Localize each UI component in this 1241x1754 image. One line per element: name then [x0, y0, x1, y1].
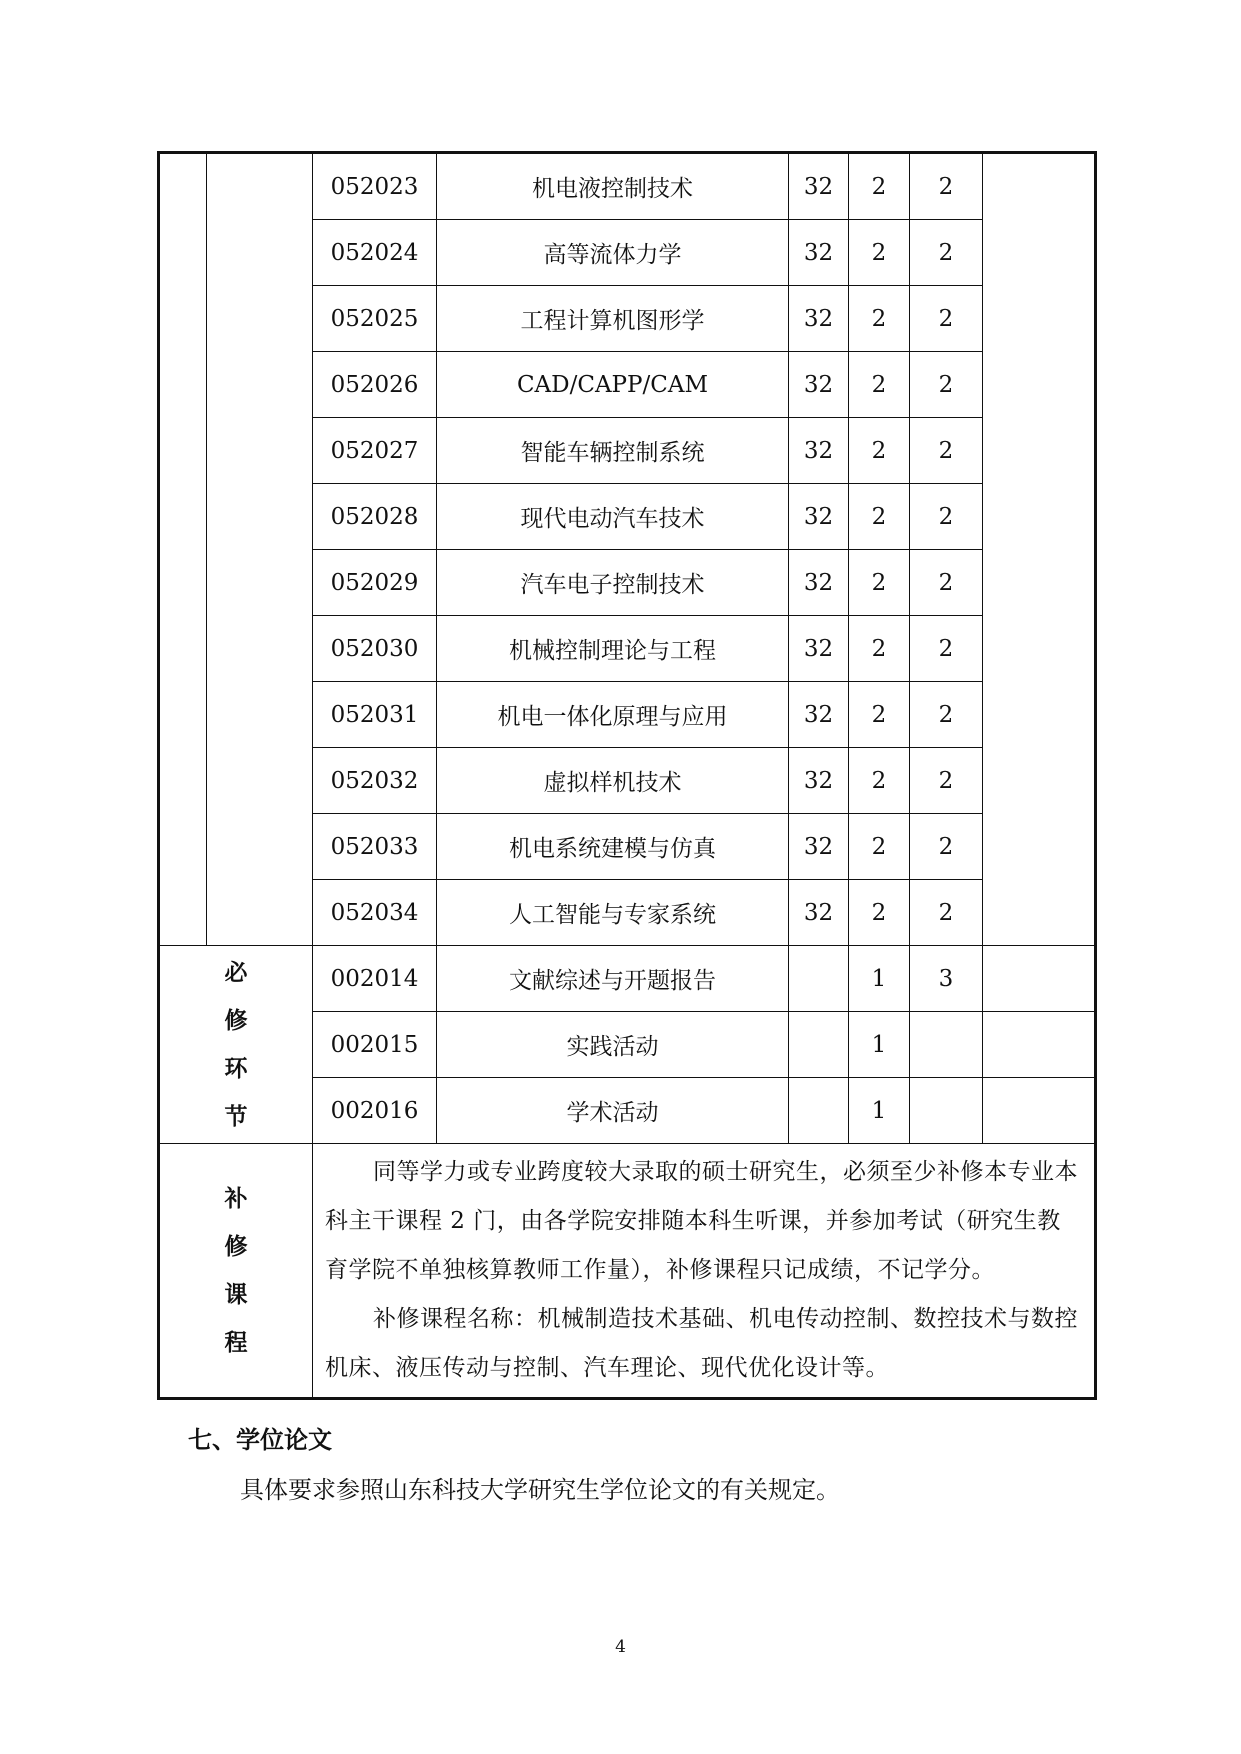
course-hours: 32 [789, 880, 849, 946]
supplementary-section-label [159, 1144, 313, 1399]
supplementary-section [159, 1144, 1096, 1399]
label-char: 必 [224, 959, 248, 986]
course-hours: 32 [789, 418, 849, 484]
course-code: 002014 [313, 946, 437, 1012]
required-section-rows [159, 946, 1096, 1144]
course-semester: 2 [910, 682, 983, 748]
course-semester: 2 [910, 616, 983, 682]
course-credits: 2 [849, 352, 910, 418]
course-name: 机械控制理论与工程 [437, 616, 789, 682]
course-hours: 32 [789, 220, 849, 286]
course-hours: 32 [789, 682, 849, 748]
course-code: 052027 [313, 418, 437, 484]
course-hours [789, 946, 849, 1012]
course-credits: 2 [849, 682, 910, 748]
course-code: 052023 [313, 153, 437, 220]
course-hours: 32 [789, 748, 849, 814]
course-credits: 2 [849, 550, 910, 616]
course-name: 学术活动 [437, 1078, 789, 1144]
course-hours: 32 [789, 153, 849, 220]
course-name: 虚拟样机技术 [437, 748, 789, 814]
label-char: 补 [224, 1185, 248, 1212]
curriculum-table [157, 151, 1097, 1400]
course-code: 052024 [313, 220, 437, 286]
course-credits: 2 [849, 616, 910, 682]
section-heading: 七、学位论文 [188, 1426, 332, 1454]
course-code: 052032 [313, 748, 437, 814]
course-semester: 2 [910, 880, 983, 946]
label-char: 环 [224, 1055, 248, 1082]
course-code: 052026 [313, 352, 437, 418]
category-cell-blank [159, 153, 207, 946]
remarks-cell [983, 153, 1096, 946]
supplementary-description [313, 1144, 1096, 1399]
course-credits: 2 [849, 418, 910, 484]
course-name: 智能车辆控制系统 [437, 418, 789, 484]
course-semester [910, 1078, 983, 1144]
course-semester [910, 1012, 983, 1078]
label-char: 课 [224, 1281, 248, 1308]
course-hours [789, 1012, 849, 1078]
course-name: CAD/CAPP/CAM [437, 352, 789, 418]
course-code: 052029 [313, 550, 437, 616]
course-hours: 32 [789, 616, 849, 682]
supplementary-paragraph-2: 补修课程名称：机械制造技术基础、机电传动控制、数控技术与数控机床、液压传动与控制、汽车理论、现代优化设计等。 [325, 1306, 1078, 1381]
course-credits: 1 [849, 1078, 910, 1144]
course-credits: 2 [849, 286, 910, 352]
course-name: 高等流体力学 [437, 220, 789, 286]
course-code: 052025 [313, 286, 437, 352]
label-char: 修 [224, 1007, 248, 1034]
course-name: 机电系统建模与仿真 [437, 814, 789, 880]
course-credits: 2 [849, 748, 910, 814]
label-char: 节 [224, 1103, 248, 1130]
course-credits: 1 [849, 1012, 910, 1078]
course-hours: 32 [789, 286, 849, 352]
required-section-label [159, 946, 313, 1144]
course-semester: 2 [910, 748, 983, 814]
course-code: 052030 [313, 616, 437, 682]
course-semester: 2 [910, 352, 983, 418]
course-hours: 32 [789, 352, 849, 418]
course-name: 机电一体化原理与应用 [437, 682, 789, 748]
course-credits: 2 [849, 814, 910, 880]
section-body: 具体要求参照山东科技大学研究生学位论文的有关规定。 [240, 1476, 840, 1504]
course-name: 人工智能与专家系统 [437, 880, 789, 946]
course-name: 机电液控制技术 [437, 153, 789, 220]
course-semester: 2 [910, 153, 983, 220]
course-credits: 2 [849, 880, 910, 946]
remarks-cell [983, 1012, 1096, 1078]
course-hours: 32 [789, 550, 849, 616]
subcategory-cell-blank [207, 153, 313, 946]
course-name: 现代电动汽车技术 [437, 484, 789, 550]
course-name: 文献综述与开题报告 [437, 946, 789, 1012]
course-code: 002015 [313, 1012, 437, 1078]
label-char: 程 [224, 1329, 248, 1356]
page-number: 4 [615, 1637, 626, 1657]
course-semester: 2 [910, 418, 983, 484]
table-row [159, 1144, 1096, 1399]
course-semester: 2 [910, 484, 983, 550]
elective-course-rows [159, 153, 1096, 946]
label-char: 修 [224, 1233, 248, 1260]
course-code: 052033 [313, 814, 437, 880]
course-hours: 32 [789, 814, 849, 880]
course-code: 052031 [313, 682, 437, 748]
course-name: 汽车电子控制技术 [437, 550, 789, 616]
course-hours [789, 1078, 849, 1144]
course-semester: 2 [910, 286, 983, 352]
table-row [159, 153, 1096, 220]
course-name: 工程计算机图形学 [437, 286, 789, 352]
course-credits: 1 [849, 946, 910, 1012]
course-semester: 3 [910, 946, 983, 1012]
course-code: 002016 [313, 1078, 437, 1144]
course-semester: 2 [910, 220, 983, 286]
table-row [159, 946, 1096, 1012]
remarks-cell [983, 1078, 1096, 1144]
course-code: 052034 [313, 880, 437, 946]
course-hours: 32 [789, 484, 849, 550]
course-code: 052028 [313, 484, 437, 550]
supplementary-paragraph-1: 同等学力或专业跨度较大录取的硕士研究生，必须至少补修本专业本科主干课程 2 门，由各学院安排随本科生听课，并参加考试（研究生教育学院不单独核算教师工作量），补修课程只记成绩，不记学分。 [325, 1159, 1078, 1283]
course-credits: 2 [849, 484, 910, 550]
course-semester: 2 [910, 550, 983, 616]
course-semester: 2 [910, 814, 983, 880]
course-name: 实践活动 [437, 1012, 789, 1078]
course-credits: 2 [849, 220, 910, 286]
remarks-cell [983, 946, 1096, 1012]
course-credits: 2 [849, 153, 910, 220]
